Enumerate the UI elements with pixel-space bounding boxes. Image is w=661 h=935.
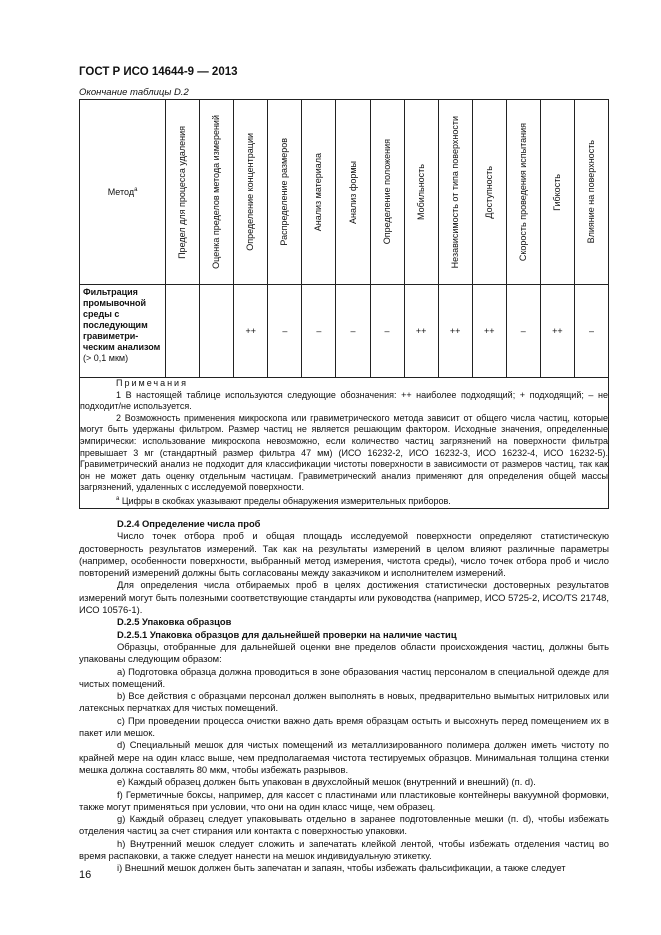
list-item: i) Внешний мешок должен быть запечатан и запаян, чтобы избежать фальсификации, а также следует [117, 862, 566, 874]
footnote-mark: a [116, 495, 120, 502]
properties-table [79, 99, 609, 509]
value-cell: ++ [404, 285, 438, 378]
table-row [80, 285, 609, 378]
value-cell: – [574, 285, 608, 378]
value-cell: – [268, 285, 302, 378]
column-header: Распределение размеров [268, 100, 302, 285]
column-header: Независимость от типа поверхности [438, 100, 472, 285]
value-cell: – [302, 285, 336, 378]
paragraph: Для определения числа отбираемых проб в целях достижения статистически достоверных результатов измерений могут быть полезными соответствующие стандарты или руководства (например, ИСО 5725-2, ИСО/TS 21748, ИСО 10576-1). [79, 579, 609, 616]
value-cell: ++ [234, 285, 268, 378]
paragraph: Число точек отбора проб и общая площадь исследуемой поверхности определяют статистическую достоверность результатов измерений. Так как на результаты измерений в целом влияют различные параметры (например, особенности поверхности, выбранный метод измерения, чистота среды), число точек отбора проб и число повторений измерений должны быть согласованы между заказчиком и исполнителем измерений. [79, 530, 609, 579]
table-notes-row [80, 378, 609, 509]
method-header-label: Метод [107, 187, 135, 197]
column-header: Мобильность [404, 100, 438, 285]
value-cell: ++ [540, 285, 574, 378]
list-item: c) При проведении процесса очистки важно дать время образцам остыть и высохнуть перед помещением их в пакет или мешок. [79, 714, 609, 739]
body-text [79, 518, 609, 875]
list-item: b) Все действия с образцами персонал должен выполнять в новых, предварительно вымытых нитриловых или латексных перчатках для чистых помещений. [79, 690, 609, 714]
section-heading: D.2.5 Упаковка образцов [117, 616, 232, 628]
list-item: g) Каждый образец следует упаковывать отдельно в заранее подготовленные мешки (п. d), чтобы избежать отделения частиц за счет стирания или контакта с поверхностью упаковки. [79, 813, 609, 837]
column-header: Доступность [472, 100, 506, 285]
value-cell: – [506, 285, 540, 378]
column-header: Определение положения [370, 100, 404, 285]
table-header-row [80, 100, 609, 285]
value-cell [200, 285, 234, 378]
list-item: e) Каждый образец должен быть упакован в двухслойный мешок (внутренний и внешний) (п. d). [117, 776, 536, 788]
column-header: Анализ формы [336, 100, 370, 285]
list-item: a) Подготовка образца должна проводиться в зоне образования частиц персоналом в специальной одежде для чистых помещений. [79, 665, 609, 689]
notes-heading: Примечания [116, 378, 188, 388]
section-heading: D.2.5.1 Упаковка образцов для дальнейшей проверки на наличие частиц [117, 628, 457, 640]
footnote-text: Цифры в скобках указывают пределы обнаружения измерительных приборов. [121, 495, 451, 506]
list-item: d) Специальный мешок для чистых помещений из металлизированного полимера должен иметь чистоту по крайней мере на один класс выше, чем предполагаемая чистота тестируемых образцов. Минимальная толщина стенки мешка должна составлять 80 мкм, чтобы избежать разрывов. [79, 739, 609, 775]
column-header: Гибкость [540, 100, 574, 285]
column-header: Предел для процесса удаления [166, 100, 200, 285]
method-header-note: a [134, 187, 138, 193]
list-item: h) Внутренний мешок следует сложить и запечатать клейкой лентой, чтобы избежать отделения частиц во время распаковки, а также следует нанести на мешок индивидуальную этикетку. [79, 837, 609, 862]
column-header: Скорость проведения испытания [506, 100, 540, 285]
page-number: 16 [79, 869, 92, 881]
value-cell: ++ [438, 285, 472, 378]
footnote [80, 494, 608, 508]
value-cell [166, 285, 200, 378]
method-cell [80, 285, 166, 378]
value-cell: – [370, 285, 404, 378]
table-notes-cell [80, 378, 609, 509]
column-header: Оценка пределов метода измерений [200, 100, 234, 285]
list-item: f) Герметичные боксы, например, для кассет с пластинами или пластиковые контейнеры вакуумной формовки, также могут применяться при условии, что они на один класс чище, чем образец. [79, 788, 609, 812]
value-cell: ++ [472, 285, 506, 378]
column-header: Влияние на поверхность [574, 100, 608, 285]
table-caption: Окончание таблицы D.2 [79, 87, 189, 98]
value-cell: – [336, 285, 370, 378]
method-detection-limit: (> 0,1 мкм) [83, 353, 129, 363]
document-header: ГОСТ Р ИСО 14644-9 — 2013 [79, 66, 238, 78]
method-header-cell [80, 100, 166, 285]
column-header: Анализ материала [302, 100, 336, 285]
paragraph: Образцы, отобранные для дальнейшей оценки вне пределов области происхождения частиц, должны быть упакованы следующим образом: [79, 640, 609, 665]
section-heading: D.2.4 Определение числа проб [117, 518, 261, 529]
note-2: 2 Возможность применения микроскопа или гравиметрического метода зависит от общего числа частиц, которые могут быть удержаны фильтром. Размер частиц не является решающим фактором. Исходные значения, определенные эмпирически: использование микроскопа невозможно, если количество частиц загрязнений на поверхности фильтра превышает 3 мг (стандартный размер фильтра 47 мм) (ИСО 16232-2, ИСО 16232-3, ИСО 16232-4, ИСО 16232-5). Гравиметрический анализ не подходит для классификации чистоты поверхности в зависимости от размеров частиц, так как он не может дать оценку отдельным частицам. Гравиметрический анализ применяют для определения общей массы загрязнений, удаленных с исследуемой поверхности. [80, 412, 608, 493]
note-1: 1 В настоящей таблице используются следующие обозначения: ++ наиболее подходящий; + подходящий; – не подходит/не используется. [80, 389, 608, 412]
method-name: Фильтрация промывочной среды с последующим гравиметри-ческим анализом [83, 287, 161, 352]
column-header: Определение концентрации [234, 100, 268, 285]
